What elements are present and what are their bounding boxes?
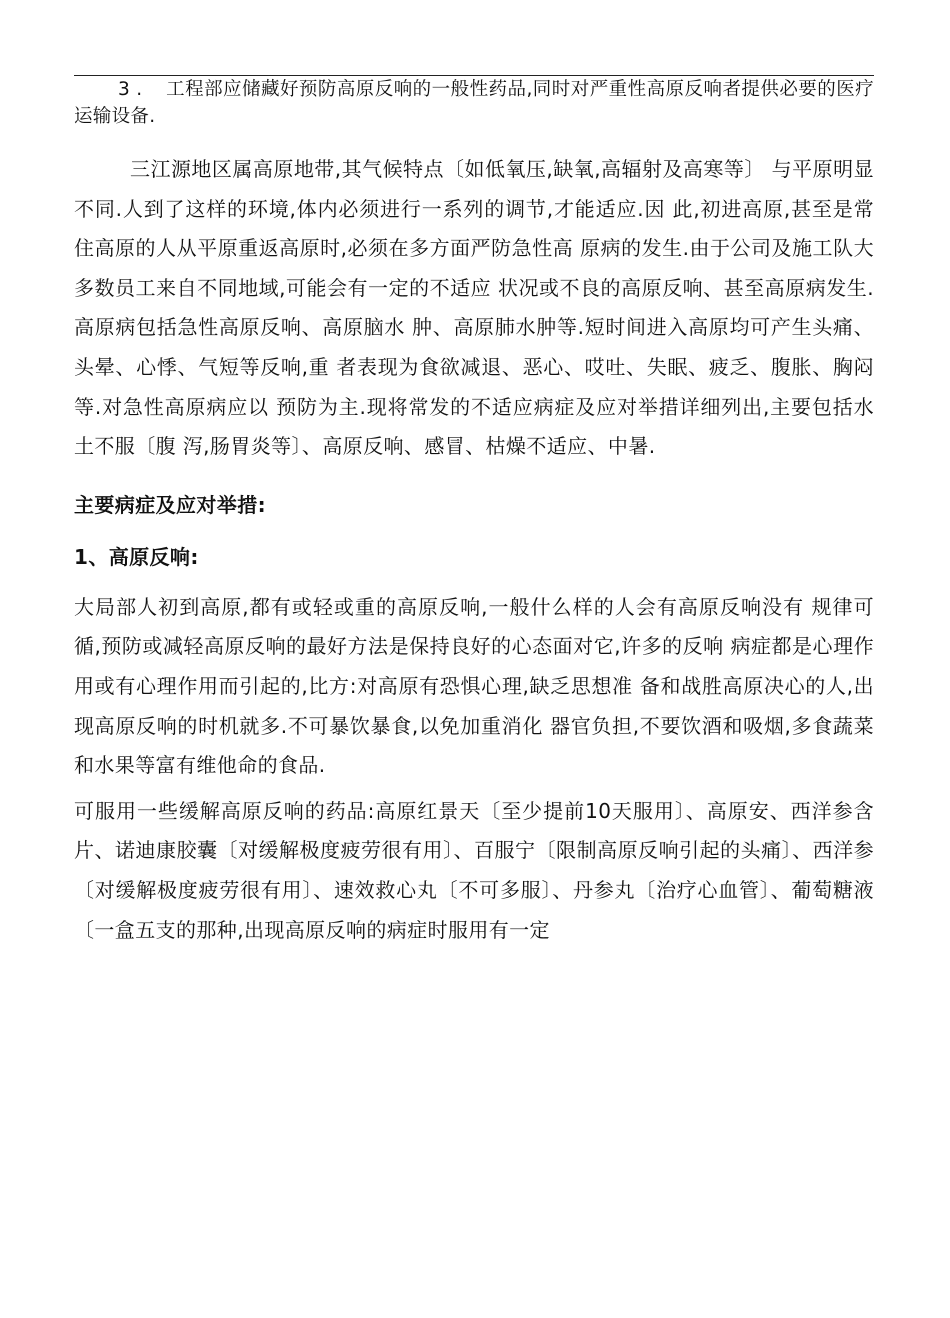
subsection-heading: 1、高原反响: <box>74 544 199 569</box>
section-heading: 主要病症及应对举措: <box>74 492 266 517</box>
intro-paragraph: 三江源地区属高原地带,其气候特点〔如低氧压,缺氧,高辐射及高寒等〕 与平原明显不同.人到了这样的环境,体内必须进行一系列的调节,才能适应.因 此,初进高原,甚至是常住高原的人从平原重返高原时,必须在多方面严防急性高 原病的发生.由于公司及施工队大多数员工来自不同地域,可能会有一定的不适应 状况或不良的高原反响、甚至高原病发生.高原病包括急性高原反响、高原脑水 肿、高原肺水肿等.短时间进入高原均可产生头痛、头晕、心悸、气短等反响,重 者表现为食欲减退、恶心、哎吐、失眠、疲乏、腹胀、胸闷等.对急性高原病应以 预防为主.现将常发的不适应病症及应对举措详细列出,主要包括水土不服〔腹 泻,肠胃炎等〕、高原反响、感冒、枯燥不适应、中暑. <box>74 157 874 459</box>
body-paragraph-1: 大局部人初到高原,都有或轻或重的高原反响,一般什么样的人会有高原反响没有 规律可循,预防或减轻高原反响的最好方法是保持良好的心态面对它,许多的反响 病症都是心理作用或有心理作用而引起的,比方:对高原有恐惧心理,缺乏思想准 备和战胜高原决心的人,出现高原反响的时机就多.不可暴饮暴食,以免加重消化 器官负担,不要饮酒和吸烟,多食蔬菜和水果等富有维他命的食品. <box>74 594 874 778</box>
list-item-text: 工程部应储藏好预防高原反响的一般性药品,同时对严重性高原反响者提供必要的医疗运输设备. <box>74 79 874 127</box>
document-body <box>74 76 874 950</box>
list-item-number: 3 . <box>118 79 143 100</box>
list-item-3 <box>74 76 874 130</box>
body-paragraph-2: 可服用一些缓解高原反响的药品:高原红景天〔至少提前10天服用〕、高原安、西洋参含片、诺迪康胶囊〔对缓解极度疲劳很有用〕、百服宁〔限制高原反响引起的头痛〕、西洋参〔对缓解极度疲劳很有用〕、速效救心丸〔不可多服〕、丹参丸〔治疗心血管〕、葡萄糖液〔一盒五支的那种,出现高原反响的病症时服用有一定 <box>74 798 874 942</box>
